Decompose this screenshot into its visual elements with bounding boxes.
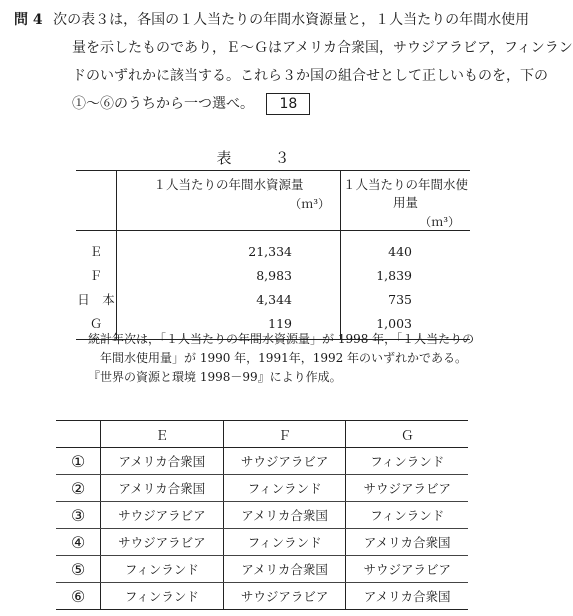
choice-row[interactable] [56, 529, 468, 556]
table-notes [88, 330, 474, 387]
row-label: 日 本 [77, 292, 115, 307]
note-line: 年間水使用量」が 1990 年，1991年，1992 年のいずれかである。 [100, 351, 468, 365]
resource-value: 4,344 [117, 287, 341, 311]
choice-e: フィンランド [101, 583, 224, 610]
use-value: 440 [341, 231, 471, 264]
header-use-unit: （ｍ³） [419, 215, 460, 229]
header-use [341, 171, 471, 231]
row-label: Ｇ [76, 311, 117, 340]
choice-f: アメリカ合衆国 [223, 502, 346, 529]
choice-header-e: Ｅ [101, 421, 224, 448]
choice-g: サウジアラビア [346, 556, 468, 583]
resource-value: 21,334 [117, 231, 341, 264]
choice-number: ⑥ [56, 583, 101, 610]
use-value: 1,839 [341, 263, 471, 287]
question-line-2: 量を示したものであり，Ｅ〜Ｇはアメリカ合衆国，サウジアラビア，フィンラン [72, 40, 573, 56]
table-row [76, 287, 470, 311]
use-value: 735 [341, 287, 471, 311]
choice-row[interactable] [56, 502, 468, 529]
answer-choices-table [56, 420, 468, 610]
header-resource-label: １人当たりの年間水資源量 [153, 177, 304, 192]
choice-g: フィンランド [346, 502, 468, 529]
table-row [76, 231, 470, 264]
choice-f: フィンランド [223, 475, 346, 502]
choice-e: アメリカ合衆国 [101, 448, 224, 475]
choice-f: サウジアラビア [223, 448, 346, 475]
choice-number: ② [56, 475, 101, 502]
resource-value: 8,983 [117, 263, 341, 287]
choice-row[interactable] [56, 475, 468, 502]
row-label: Ｆ [89, 268, 103, 283]
choice-e: サウジアラビア [101, 502, 224, 529]
question-line-3: ドのいずれかに該当する。これら３か国の組合せとして正しいものを，下の [72, 68, 548, 84]
choice-g: サウジアラビア [346, 475, 468, 502]
choice-g: フィンランド [346, 448, 468, 475]
choice-header-g: Ｇ [346, 421, 468, 448]
source-note: 『世界の資源と環境 1998－99』により作成。 [88, 370, 342, 384]
choice-e: アメリカ合衆国 [101, 475, 224, 502]
choice-row[interactable] [56, 556, 468, 583]
row-label: Ｅ [89, 244, 103, 259]
table-row [76, 263, 470, 287]
water-resources-table [76, 170, 470, 340]
header-blank [76, 171, 117, 231]
choice-row[interactable] [56, 583, 468, 610]
choice-f: サウジアラビア [223, 583, 346, 610]
question-line-1 [14, 6, 530, 34]
answer-number-box: 18 [266, 93, 310, 115]
question-line-4 [14, 90, 510, 118]
choice-number: ① [56, 448, 101, 475]
choice-number: ⑤ [56, 556, 101, 583]
choice-f: フィンランド [223, 529, 346, 556]
choice-header-f: Ｆ [223, 421, 346, 448]
question-text-1: 次の表３は，各国の１人当たりの年間水資源量と，１人当たりの年間水使用 [53, 12, 530, 28]
choice-header-blank [56, 421, 101, 448]
choice-g: アメリカ合衆国 [346, 583, 468, 610]
use-value: 1,003 [341, 311, 471, 340]
header-use-label: １人当たりの年間水使用量 [342, 177, 468, 210]
resource-value: 119 [117, 311, 341, 340]
table-caption: 表 ３ [216, 149, 304, 167]
choice-g: アメリカ合衆国 [346, 529, 468, 556]
choice-e: サウジアラビア [101, 529, 224, 556]
choice-e: フィンランド [101, 556, 224, 583]
choice-number: ④ [56, 529, 101, 556]
question-text [14, 6, 573, 118]
choice-row[interactable] [56, 448, 468, 475]
question-text-4: ①〜⑥のうちから一つ選べ。 [72, 96, 254, 112]
header-resource [117, 171, 341, 231]
note-line: 統計年次は，「１人当たりの年間水資源量」が 1998 年，「１人当たりの [88, 332, 475, 346]
choice-number: ③ [56, 502, 101, 529]
choice-f: アメリカ合衆国 [223, 556, 346, 583]
header-resource-unit: （ｍ³） [289, 197, 330, 211]
question-label: 問 4 [14, 12, 43, 28]
